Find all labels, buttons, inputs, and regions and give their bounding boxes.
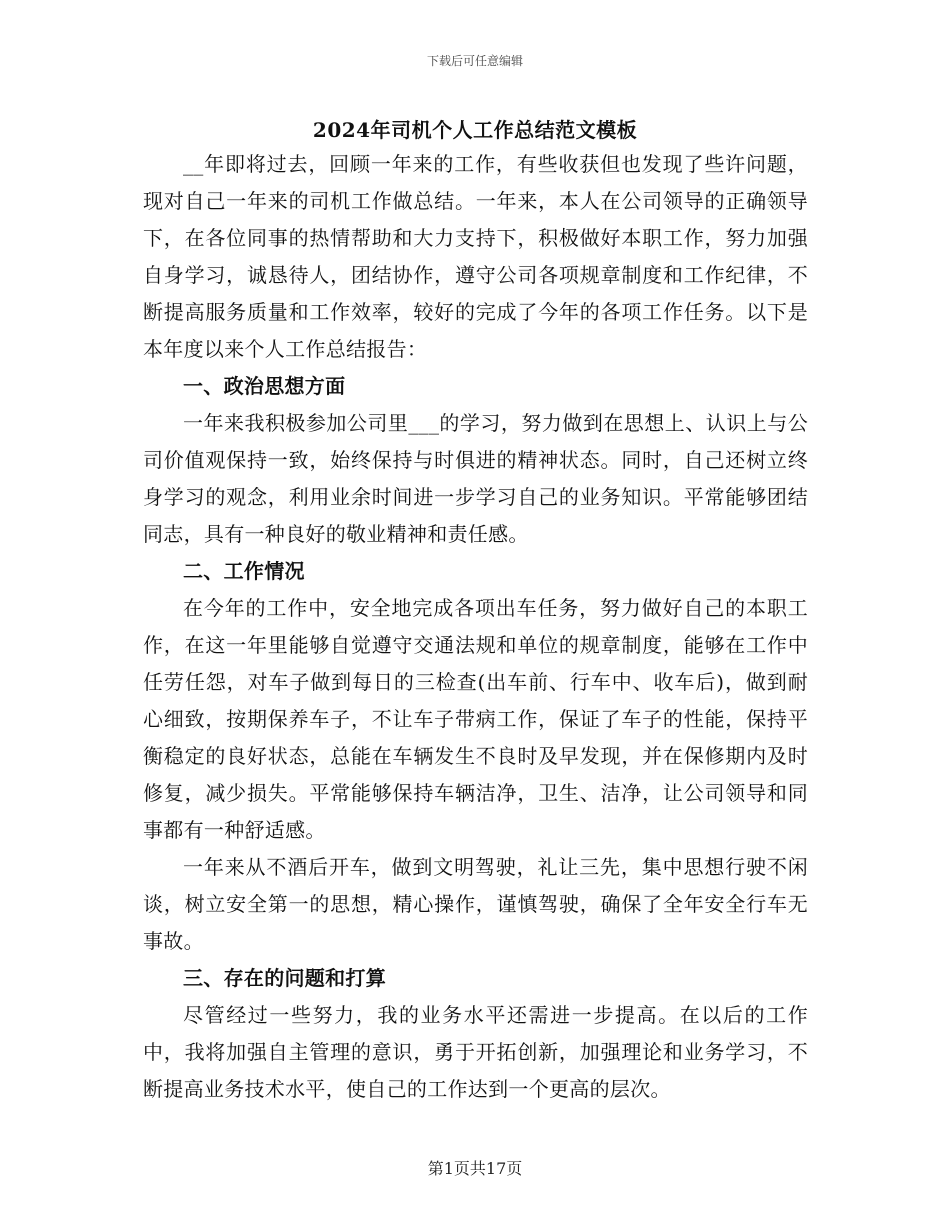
section-heading-politics: 一、政治思想方面 xyxy=(183,374,346,398)
page-number: 第1页共17页 xyxy=(427,1159,523,1178)
document-body xyxy=(143,146,808,1108)
section-heading-problems: 三、存在的问题和打算 xyxy=(183,966,386,990)
page-header-note: 下载后可任意编辑 xyxy=(426,54,523,68)
section-paragraph: 尽管经过一些努力，我的业务水平还需进一步提高。在以后的工作中，我将加强自主管理的意识，勇于开拓创新，加强理论和业务学习，不断提高业务技术水平，使自己的工作达到一个更高的层次。 xyxy=(143,1003,808,1101)
intro-paragraph: __年即将过去，回顾一年来的工作，有些收获但也发现了些许问题，现对自己一年来的司机工作做总结。一年来，本人在公司领导的正确领导下，在各位同事的热情帮助和大力支持下，积极做好本职工作，努力加强自身学习，诚恳待人，团结协作，遵守公司各项规章制度和工作纪律，不断提高服务质量和工作效率，较好的完成了今年的各项工作任务。以下是本年度以来个人工作总结报告： xyxy=(143,152,808,361)
section-paragraph: 在今年的工作中，安全地完成各项出车任务，努力做好自己的本职工作，在这一年里能够自觉遵守交通法规和单位的规章制度，能够在工作中任劳任怨，对车子做到每日的三检查(出车前、行车中、收车后)，做到耐心细致，按期保养车子，不让车子带病工作，保证了车子的性能，保持平衡稳定的良好状态，总能在车辆发生不良时及早发现，并在保修期内及时修复，减少损失。平常能够保持车辆洁净，卫生、洁净，让公司领导和同事都有一种舒适感。 xyxy=(143,596,808,842)
section-paragraph: 一年来我积极参加公司里___的学习，努力做到在思想上、认识上与公司价值观保持一致，始终保持与时俱进的精神状态。同时，自己还树立终身学习的观念，利用业余时间进一步学习自己的业务知识。平常能够团结同志，具有一种良好的敬业精神和责任感。 xyxy=(143,411,808,546)
section-paragraph: 一年来从不酒后开车，做到文明驾驶，礼让三先，集中思想行驶不闲谈，树立安全第一的思想，精心操作，谨慎驾驶，确保了全年安全行车无事故。 xyxy=(143,855,808,953)
document-title: 2024年司机个人工作总结范文模板 xyxy=(312,118,638,142)
section-heading-work: 二、工作情况 xyxy=(183,559,305,583)
